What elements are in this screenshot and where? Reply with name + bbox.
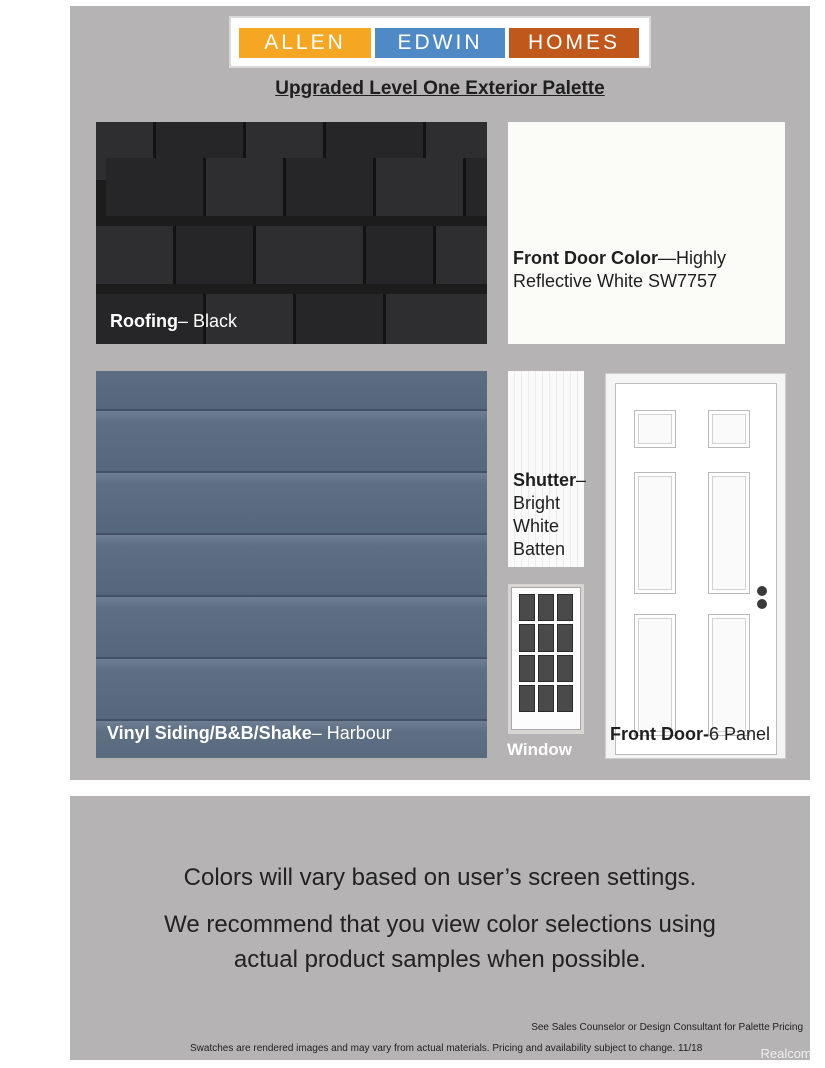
door-knob-icon bbox=[757, 586, 767, 596]
watermark: Realcomp bbox=[760, 1046, 819, 1061]
fine-print-swatches: Swatches are rendered images and may vary from actual materials. Pricing and availability subject to change. 11/18 bbox=[190, 1043, 703, 1054]
front-door-image bbox=[615, 383, 777, 755]
vinyl-siding-label: Vinyl Siding/B&B/Shake– Harbour bbox=[107, 723, 392, 743]
fine-print-pricing: See Sales Counselor or Design Consultant for Palette Pricing bbox=[531, 1022, 803, 1033]
front-door-color-label: Front Door Color—Highly Reflective White SW7757 bbox=[513, 248, 727, 291]
roofing-label: Roofing– Black bbox=[110, 311, 238, 331]
allen-edwin-homes-logo bbox=[229, 16, 651, 68]
front-door-label: Front Door-6 Panel bbox=[610, 724, 771, 744]
logo-allen: ALLEN bbox=[239, 28, 371, 58]
disclaimer-line-1: Colors will vary based on user’s screen settings. bbox=[183, 864, 697, 891]
page-title: Upgraded Level One Exterior Palette bbox=[275, 78, 605, 99]
shutter-label: Shutter– Bright White Batten bbox=[513, 470, 587, 559]
disclaimer-line-2: We recommend that you view color selections using bbox=[164, 911, 716, 938]
door-lock-icon bbox=[757, 599, 767, 609]
window-label: Window bbox=[507, 740, 572, 759]
window-image bbox=[511, 587, 581, 730]
logo-edwin: EDWIN bbox=[375, 28, 505, 58]
vinyl-siding-swatch bbox=[96, 371, 487, 758]
logo-homes: HOMES bbox=[509, 28, 639, 58]
front-door-color-swatch bbox=[508, 122, 785, 344]
disclaimer-line-3: actual product samples when possible. bbox=[233, 946, 647, 973]
